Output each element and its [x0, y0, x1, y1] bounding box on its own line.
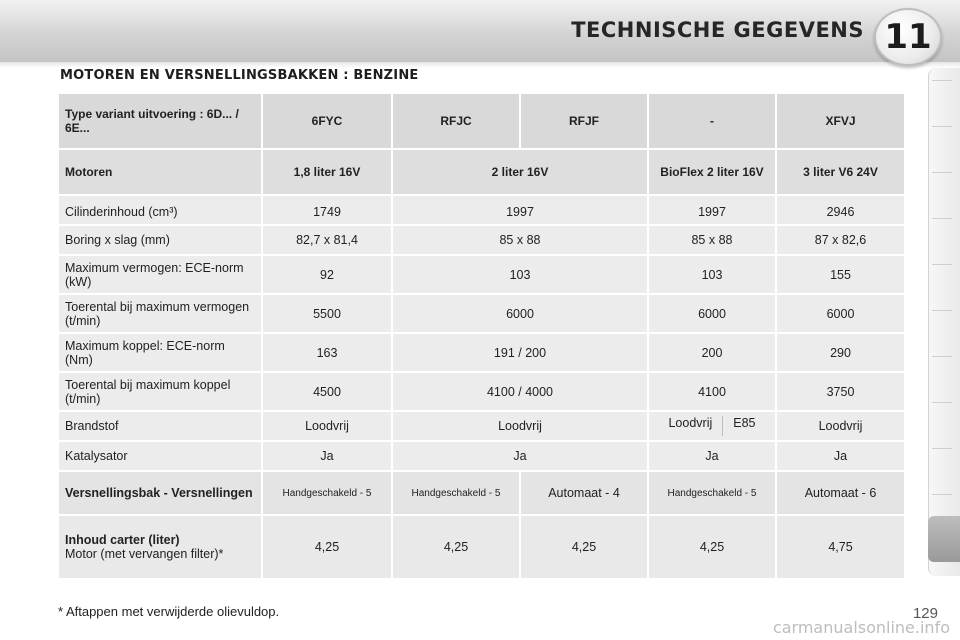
table-row — [59, 295, 904, 332]
cell-value: 1997 — [649, 196, 775, 224]
tab-divider — [932, 80, 952, 81]
tab-divider — [932, 310, 952, 311]
oil-value: 4,75 — [777, 516, 904, 578]
cell-value: 155 — [777, 256, 904, 293]
tab-divider — [932, 356, 952, 357]
chapter-title: TECHNISCHE GEGEVENS — [571, 18, 864, 42]
footnote: * Aftappen met verwijderde olievuldop. — [58, 604, 280, 619]
tab-divider — [932, 264, 952, 265]
cell-value: 87 x 82,6 — [777, 226, 904, 254]
table-row — [59, 412, 904, 440]
cell-value: 4500 — [263, 373, 391, 410]
variant-header-row — [59, 94, 904, 148]
fuel-unleaded: Loodvrij — [668, 416, 713, 430]
cell-value: Ja — [777, 442, 904, 470]
oil-value: 4,25 — [521, 516, 647, 578]
table-row — [59, 442, 904, 470]
engine-label: Motoren — [59, 150, 261, 194]
gearbox-label: Versnellingsbak - Versnellingen — [59, 472, 261, 514]
fuel-split-cell — [649, 412, 775, 440]
type-variant-label: Type variant uitvoering : 6D... / 6E... — [59, 94, 261, 148]
cell-value: Loodvrij — [777, 412, 904, 440]
gearbox-value: Handgeschakeld - 5 — [263, 472, 391, 514]
chapter-tab-active[interactable] — [928, 516, 960, 562]
row-label: Toerental bij maximum vermogen (t/min) — [59, 295, 261, 332]
cell-value: Ja — [649, 442, 775, 470]
tab-divider — [932, 448, 952, 449]
engine-v6: 3 liter V6 24V — [777, 150, 904, 194]
variant-6fyc: 6FYC — [263, 94, 391, 148]
gearbox-value: Automaat - 4 — [521, 472, 647, 514]
table-row — [59, 196, 904, 224]
tab-divider — [932, 218, 952, 219]
row-label: Boring x slag (mm) — [59, 226, 261, 254]
variant-xfvj: XFVJ — [777, 94, 904, 148]
oil-value: 4,25 — [649, 516, 775, 578]
cell-value: 103 — [649, 256, 775, 293]
cell-value: Loodvrij — [393, 412, 647, 440]
chapter-tab-strip — [928, 68, 960, 576]
cell-value: 6000 — [649, 295, 775, 332]
cell-value: 82,7 x 81,4 — [263, 226, 391, 254]
cell-value: 4100 — [649, 373, 775, 410]
cell-value: 85 x 88 — [649, 226, 775, 254]
cell-value: 85 x 88 — [393, 226, 647, 254]
section-title: MOTOREN EN VERSNELLINGSBAKKEN : BENZINE — [60, 68, 419, 83]
cell-value: 6000 — [393, 295, 647, 332]
cell-value: 2946 — [777, 196, 904, 224]
engine-row — [59, 150, 904, 194]
row-label: Cilinderinhoud (cm³) — [59, 196, 261, 224]
row-label: Maximum vermogen: ECE-norm (kW) — [59, 256, 261, 293]
cell-value: 1749 — [263, 196, 391, 224]
tab-divider — [932, 494, 952, 495]
cell-value: 5500 — [263, 295, 391, 332]
tab-divider — [932, 126, 952, 127]
oil-capacity-row — [59, 516, 904, 578]
fuel-e85: E85 — [733, 416, 756, 430]
table-row — [59, 256, 904, 293]
oil-label-sub: Motor (met vervangen filter)* — [65, 547, 224, 561]
gearbox-value: Handgeschakeld - 5 — [393, 472, 519, 514]
cell-value: 92 — [263, 256, 391, 293]
engine-spec-table — [57, 92, 906, 580]
oil-value: 4,25 — [263, 516, 391, 578]
tab-divider — [932, 172, 952, 173]
chapter-number-badge: 11 — [874, 8, 942, 66]
variant-rfjf: RFJF — [521, 94, 647, 148]
cell-value: 163 — [263, 334, 391, 371]
gearbox-value: Handgeschakeld - 5 — [649, 472, 775, 514]
engine-1-8: 1,8 liter 16V — [263, 150, 391, 194]
gearbox-row — [59, 472, 904, 514]
row-label: Brandstof — [59, 412, 261, 440]
row-label: Maximum koppel: ECE-norm (Nm) — [59, 334, 261, 371]
cell-value: 4100 / 4000 — [393, 373, 647, 410]
cell-value: Ja — [263, 442, 391, 470]
oil-value: 4,25 — [393, 516, 519, 578]
page-number: 129 — [912, 605, 938, 622]
oil-label-cell — [59, 516, 261, 578]
cell-value: Ja — [393, 442, 647, 470]
cell-value: 200 — [649, 334, 775, 371]
table-row — [59, 334, 904, 371]
cell-value: 6000 — [777, 295, 904, 332]
cell-value: 3750 — [777, 373, 904, 410]
cell-value: Loodvrij — [263, 412, 391, 440]
watermark: carmanualsonline.info — [772, 618, 950, 637]
variant-dash: - — [649, 94, 775, 148]
gearbox-value: Automaat - 6 — [777, 472, 904, 514]
cell-value: 290 — [777, 334, 904, 371]
tab-divider — [932, 402, 952, 403]
cell-value: 191 / 200 — [393, 334, 647, 371]
tab-strip-background — [928, 68, 960, 576]
row-label: Katalysator — [59, 442, 261, 470]
row-label: Toerental bij maximum koppel (t/min) — [59, 373, 261, 410]
oil-label-title: Inhoud carter (liter) — [65, 533, 180, 547]
variant-rfjc: RFJC — [393, 94, 519, 148]
table-row — [59, 226, 904, 254]
table-row — [59, 373, 904, 410]
engine-2-0: 2 liter 16V — [393, 150, 647, 194]
cell-value: 103 — [393, 256, 647, 293]
engine-bioflex: BioFlex 2 liter 16V — [649, 150, 775, 194]
cell-value: 1997 — [393, 196, 647, 224]
